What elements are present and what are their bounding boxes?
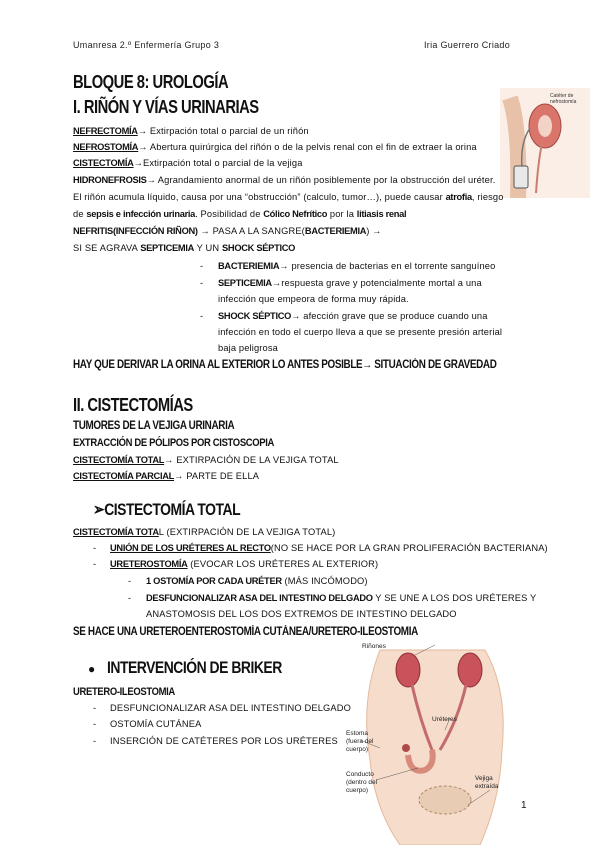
term-cistectomia: CISTECTOMÍA [73,158,134,168]
item-desfuncionalizar: DESFUNCIONALIZAR ASA DEL INTESTINO DELGADO Y SE UNE A LOS DOS URÉTERES Y [146,593,537,603]
cistectomia-total-subheading: ➢CISTECTOMÍA TOTAL [93,500,241,519]
list-item-septicemia-cont: infección que empeora de forma muy rápida. [218,294,409,304]
item-ureterostomia: URETEROSTOMÍA (EVOCAR LOS URÉTERES AL EXTERIOR) [110,559,379,569]
page-number: 1 [521,800,527,811]
list-item-shock-cont-1: infección en todo el cuerpo lleva a que se presente presión arterial [218,327,503,337]
list-item-shock-cont-2: baja peligrosa [218,343,278,353]
term-nefritis: NEFRITIS(INFECCIÓN RIÑON) [73,226,198,236]
list-item: - [200,311,204,321]
hidronefrosis-line-2: El riñón acumula líquido, causa por una “obstrucción” (calculo, tumor…), puede causar atrofia, riesgo [73,192,504,202]
def-hidronefrosis: HIDRONEFROSIS→ Agrandamiento anormal de un riñón posiblemente por la obstrucción del uréter. [73,175,496,185]
def-cistectomia-total: CISTECTOMÍA TOTAL→ EXTIRPACIÓN DE LA VEJIGA TOTAL [73,455,339,465]
def-cistectomia: CISTECTOMÍA→Extirpación total o parcial de la vejiga [73,158,303,168]
section1-heading: I. RIÑÓN Y VÍAS URINARIAS [73,97,259,117]
list-item-septicemia: SEPTICEMIA→respuesta grave y potencialmente mortal a una [218,278,482,288]
list-item: - [200,261,204,271]
term-nefrostomia: NEFROSTOMÍA [73,142,139,152]
fig-label-conducto: Conducto [346,771,374,778]
list-item: - [128,593,132,603]
item-desfuncionalizar-cont: ANASTOMOSIS DEL LOS DOS EXTREMOS DE INTESTINO DELGADO [146,609,457,619]
bullet-icon: ● [88,662,96,676]
fig-label-rinones: Riñones [362,643,386,650]
ct-line: CISTECTOMÍA TOTAL (EXTIRPACIÓN DE LA VEJIGA TOTAL) [73,527,336,537]
hidronefrosis-line-3: de sepsis e infección urinaria. Posibilidad de Cólico Nefrítico por la litiasis renal [73,209,407,219]
list-item-bacteriemia: BACTERIEMIA→ presencia de bacterias en el torrente sanguíneo [218,261,496,271]
briker-item-3: INSERCIÓN DE CATÉTERES POR LOS URÉTERES [110,736,338,746]
fig-label-vejiga-2: extraída [475,783,499,790]
briker-item-1: DESFUNCIONALIZAR ASA DEL INTESTINO DELGADO [110,703,352,713]
header-right: Iria Guerrero Criado [424,40,511,50]
fig-label-estoma-2: (fuera del [346,738,374,745]
header-left: Umanresa 2.º Enfermería Grupo 3 [73,40,220,50]
def-nefrostomia: NEFROSTOMÍA→ Abertura quirúrgica del riñón o de la pelvis renal con el fin de extraer la orina [73,142,477,152]
briker-subheading: URETERO-ILEOSTOMIA [73,686,175,698]
fig-label-estoma-3: cuerpo) [346,746,369,753]
list-item-shock: SHOCK SÉPTICO→ afección grave que se produce cuando una [218,311,488,321]
fig-label-conducto-2: (dentro del [346,779,378,786]
section2-heading: II. CISTECTOMÍAS [73,395,193,415]
fig-top-label-2: nefrostomía [550,99,577,105]
def-nefritis: NEFRITIS(INFECCIÓN RIÑON) → PASA A LA SANGRE(BACTERIEMIA) → [73,226,382,236]
term-hidronefrosis: HIDRONEFROSIS→ [73,175,156,185]
list-item: - [93,543,97,553]
tumores-heading: TUMORES DE LA VEJIGA URINARIA [73,420,235,432]
term-nefrectomia: NEFRECTOMÍA [73,126,138,136]
item-ostomia-por-ureter: 1 OSTOMÍA POR CADA URÉTER (MÁS INCÓMODO) [146,576,368,586]
list-item: - [93,736,97,746]
conclusion: HAY QUE DERIVAR LA ORINA AL EXTERIOR LO ANTES POSIBLE→ SITUACIÓN DE GRAVEDAD [73,359,497,371]
nephrostomy-illustration [500,88,590,198]
fig-label-vejiga: Vejiga [475,775,493,782]
fig-top-label-1: Catéter de [550,93,574,99]
nefritis-agrava: SI SE AGRAVA SEPTICEMIA Y UN SHOCK SÉPTICO [73,243,296,253]
fig-label-conducto-3: cuerpo) [346,787,369,794]
def-cistectomia-parcial: CISTECTOMÍA PARCIAL→ PARTE DE ELLA [73,471,260,481]
se-hace-line: SE HACE UNA URETEROENTEROSTOMÍA CUTÁNEA/URETERO-ILEOSTOMIA [73,626,418,638]
def-nefrectomia: NEFRECTOMÍA→ Extirpación total o parcial de un riñón [73,126,309,136]
briker-heading: INTERVENCIÓN DE BRIKER [107,658,282,677]
list-item: - [93,703,97,713]
list-item: - [200,278,204,288]
extraccion-heading: EXTRACCIÓN DE PÓLIPOS POR CISTOSCOPIA [73,437,275,449]
briker-item-2: OSTOMÍA CUTÁNEA [110,719,202,729]
list-item: - [128,576,132,586]
list-item: - [93,559,97,569]
fig-label-ureteres: Uréteres [432,716,457,723]
fig-label-estoma: Estoma [346,730,369,737]
item-union-ureteres: UNIÓN DE LOS URÉTERES AL RECTO(NO SE HACE POR LA GRAN PROLIFERACIÓN BACTERIANA) [110,543,548,553]
list-item: - [93,719,97,729]
page-title: BLOQUE 8: UROLOGÍA [73,72,229,92]
